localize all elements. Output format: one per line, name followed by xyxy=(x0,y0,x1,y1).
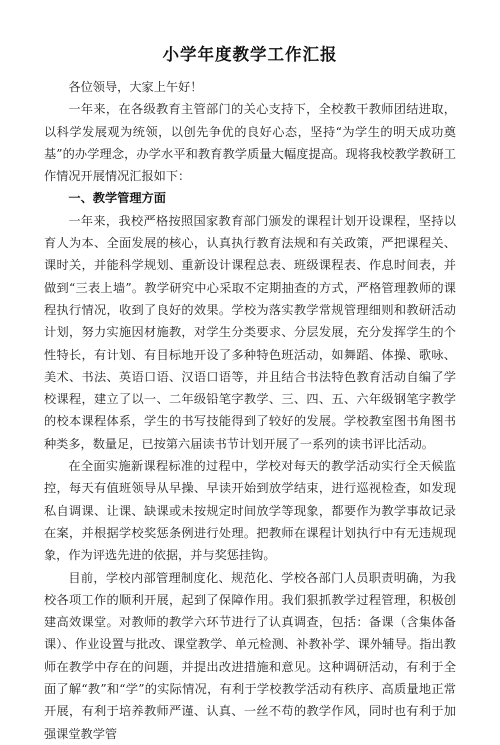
intro-paragraph: 一年来，在各级教育主管部门的关心支持下，全校教干教师团结进取，以科学发展观为统领，以创先争优的良好心态，坚持“为学生的明天成功奠基”的办学理念，办学水平和教育教学质量大幅度提高。现将我校教学教研工作情况开展情况汇报如下： xyxy=(44,102,456,184)
greeting-line: 各位领导，大家上午好！ xyxy=(68,80,203,94)
body-paragraph: 一年来，我校严格按照国家教育部门颁发的课程计划开设课程，坚持以育人为本、全面发展的核心，认真执行教育法规和有关政策，严把课程关、课时关，并能科学规划、重新设计课程总表、班级课程表、作息时间表，并做到“三表上墙”。教学研究中心采取不定期抽查的方式，严格管理教师的课程执行情况，收到了良好的效果。学校为落实教学常规管理细则和教研活动计划，努力实施因材施教，对学生分类要求、分层发展，充分发挥学生的个性特长，有计划、有目标地开设了多种特色班活动，如舞蹈、体操、歌咏、美术、书法、英语口语、汉语口语等，并且结合书法特色教育活动自编了学校课程，建立了以一、二年级铅笔字教学、三、四、五、六年级钢笔字教学的校本课程体系，学生的书写技能得到了较好的发展。学校教室图书角图书种类多，数量足，已按第六届读书节计划开展了一系列的读书评比活动。 xyxy=(44,213,456,451)
document-title: 小学年度教学工作汇报 xyxy=(162,45,338,64)
body-paragraph: 在全面实施新课程标准的过程中，学校对每天的教学活动实行全天候监控，每天有值班领导从早操、早读开始到放学结束，进行巡视检查，如发现私自调课、让课、缺课或未按规定时间放学等现象，都要作为教学事故记录在案，并根据学校奖惩条例进行处理。把教师在课程计划执行中有无违规现象，作为评选先进的依据，并与奖惩挂钩。 xyxy=(44,459,456,563)
body-paragraph: 目前，学校内部管理制度化、规范化、学校各部门人员职责明确，为我校各项工作的顺利开展，起到了保障作用。我们狠抓教学过程管理，积极创建高效课堂。对教师的教学六环节进行了认真调查，包括：备课（含集体备课）、作业设置与批改、课堂教学、单元检测、补教补学、课外辅导。指出教师在教学中存在的问题，并提出改进措施和意见。这种调研活动，有利于全面了解“教”和“学”的实际情况，有利于学校教学活动有秩序、高质量地正常开展，有利于培养教师严谨、认真、一丝不苟的教学作风，同时也有利于加强课堂教学管 xyxy=(44,570,456,741)
section-heading-teaching-management: 一、教学管理方面 xyxy=(68,191,166,206)
